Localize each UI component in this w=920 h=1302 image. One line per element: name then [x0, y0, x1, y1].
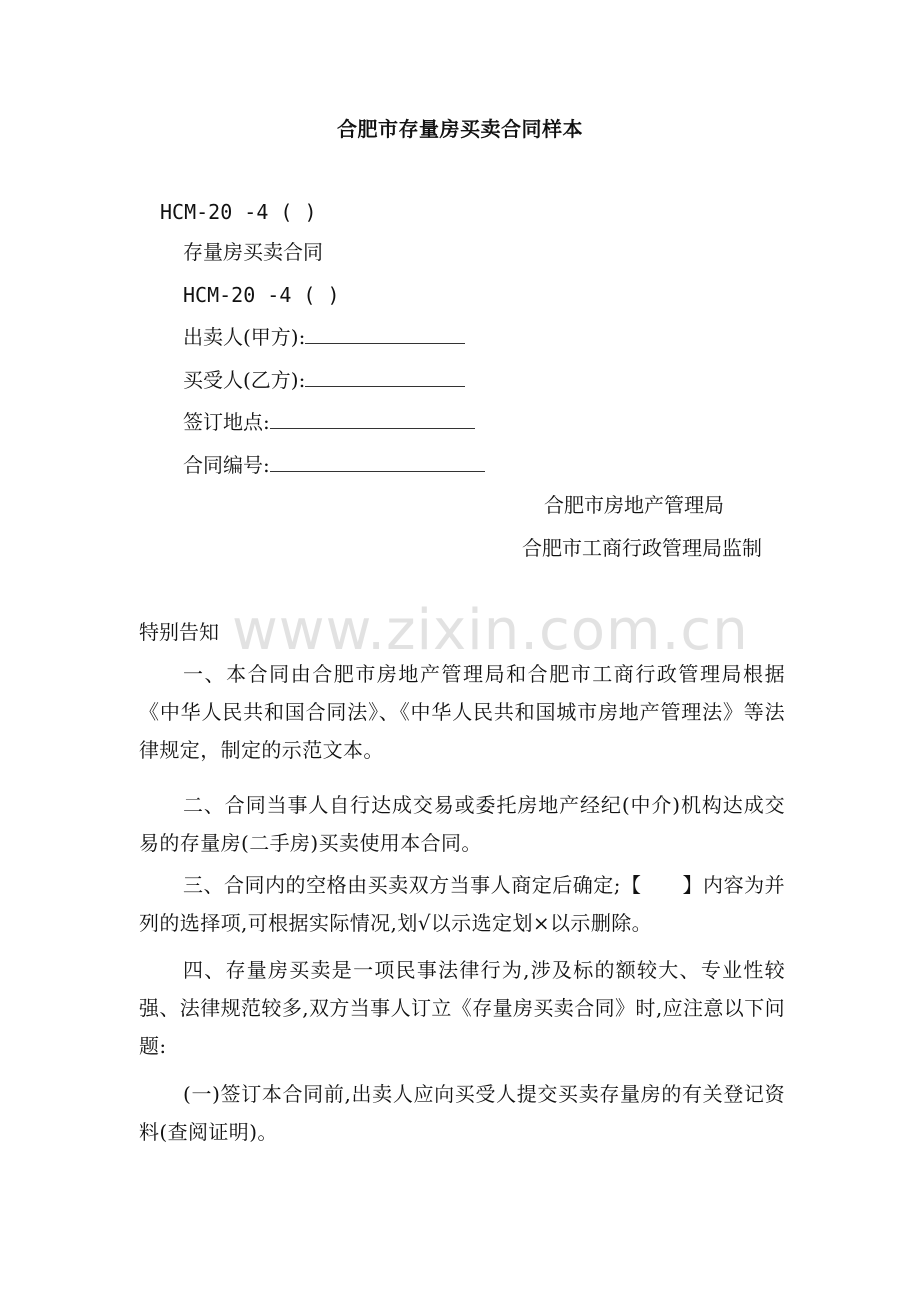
seller-blank	[305, 323, 465, 344]
contract-heading: 存量房买卖合同	[183, 240, 323, 264]
buyer-label: 买受人(乙方):	[183, 368, 306, 392]
place-label: 签订地点:	[183, 410, 270, 434]
seller-label: 出卖人(甲方):	[183, 325, 306, 349]
buyer-blank	[305, 366, 465, 387]
form-code: HCM-20 -4 ( )	[183, 283, 340, 307]
document-title: 合肥市存量房买卖合同样本	[337, 117, 583, 141]
buyer-field	[183, 366, 465, 394]
notice-paragraph-2: 二、合同当事人自行达成交易或委托房地产经纪(中介)机构达成交易的存量房(二手房)买卖使用本合同。	[139, 793, 785, 855]
notice-paragraph-4: 四、存量房买卖是一项民事法律行为,涉及标的额较大、专业性较强、法律规范较多,双方当事人订立《存量房买卖合同》时,应注意以下问题:	[139, 958, 785, 1058]
notice-heading: 特别告知	[139, 620, 219, 644]
notice-paragraph-3: 三、合同内的空格由买卖双方当事人商定后确定;【 】内容为并列的选择项,可根据实际情况,划√以示选定划×以示删除。	[139, 873, 785, 935]
number-label: 合同编号:	[183, 453, 270, 477]
place-blank	[270, 408, 475, 429]
notice-paragraph-1: 一、本合同由合肥市房地产管理局和合肥市工商行政管理局根据《中华人民共和国合同法》、《中华人民共和国城市房地产管理法》等法律规定，制定的示范文本。	[139, 662, 785, 762]
issuer-commerce: 合肥市工商行政管理局监制	[522, 536, 762, 560]
number-field	[183, 451, 485, 479]
seller-field	[183, 323, 465, 351]
issuer-real-estate: 合肥市房地产管理局	[544, 493, 724, 517]
number-blank	[270, 451, 485, 472]
form-code-top: HCM-20 -4 ( )	[160, 200, 317, 224]
watermark-text: www.zixin.com.cn	[232, 598, 749, 663]
notice-paragraph-5: (一)签订本合同前,出卖人应向买受人提交买卖存量房的有关登记资料(查阅证明)。	[139, 1082, 785, 1144]
place-field	[183, 408, 475, 436]
